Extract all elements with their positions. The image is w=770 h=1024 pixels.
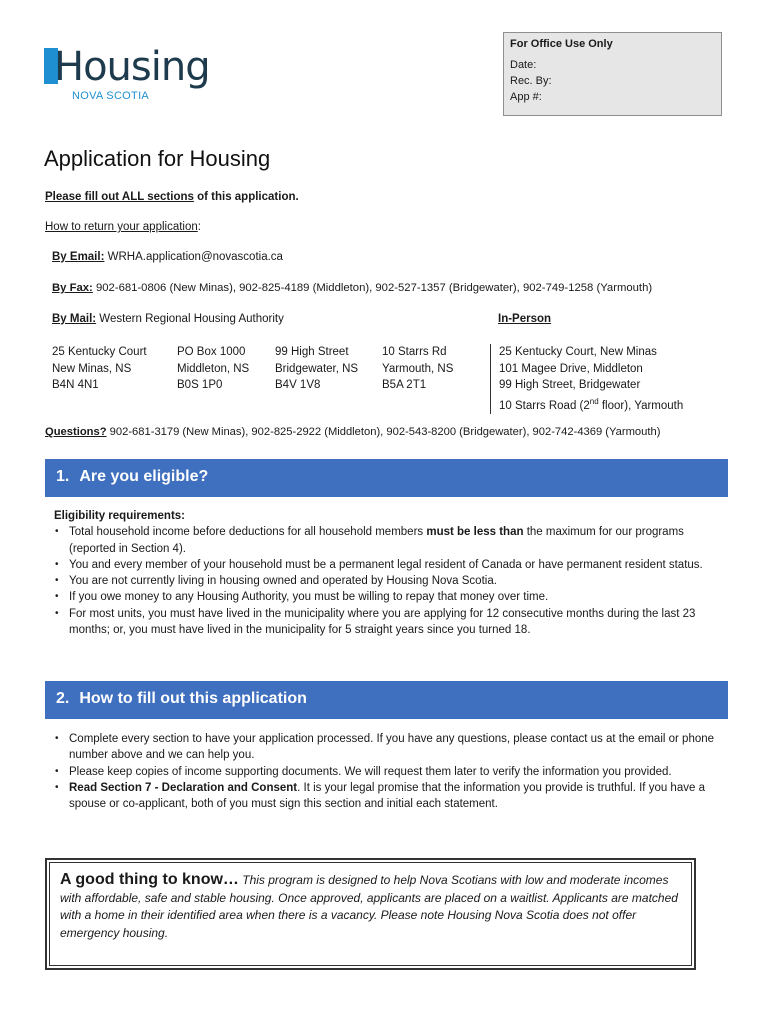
list-item: • Read Section 7 - Declaration and Consent. It is your legal promise that the information you provide is truthful. If you have a spouse or co-applicant, both of you must sign this section and initial each statement. — [54, 780, 724, 813]
email-address-link[interactable]: WRHA.application@novascotia.ca — [107, 251, 283, 263]
return-by-mail: By Mail: Western Regional Housing Authority — [52, 313, 284, 325]
good-to-know-heading: A good thing to know… — [60, 871, 239, 888]
how-to-return-heading: How to return your application: — [45, 221, 201, 233]
in-person-locations: 25 Kentucky Court, New Minas 101 Magee Drive, Middleton 99 High Street, Bridgewater 10 Starrs Road (2nd floor), Yarmouth — [490, 344, 683, 414]
office-app-number-field: App #: — [510, 91, 542, 103]
office-rec-by-field: Rec. By: — [510, 75, 552, 87]
list-item: • Total household income before deductions for all household members must be less than the maximum for our programs (reported in Section 4). — [54, 524, 724, 557]
section-2-body — [54, 731, 724, 812]
list-item: • Complete every section to have your application processed. If you have any questions, please contact us at the email or phone number above and we can help you. — [54, 731, 724, 764]
questions-line: Questions? 902-681-3179 (New Minas), 902-825-2922 (Middleton), 902-543-8200 (Bridgewater), 902-742-4369 (Yarmouth) — [45, 426, 661, 438]
office-use-title: For Office Use Only — [510, 38, 613, 50]
list-item: • If you owe money to any Housing Authority, you must be willing to repay that money over time. — [54, 589, 724, 605]
section-2-header: 2. How to fill out this application — [45, 681, 728, 719]
in-person-heading: In-Person — [498, 313, 552, 325]
good-to-know-box — [45, 858, 696, 970]
list-item: • Please keep copies of income supporting documents. We will request them later to verify the information you provided. — [54, 764, 724, 780]
section-1-body — [54, 508, 724, 638]
office-use-box — [503, 32, 722, 116]
address-middleton: PO Box 1000 Middleton, NS B0S 1P0 — [177, 346, 250, 391]
address-new-minas: 25 Kentucky Court New Minas, NS B4N 4N1 — [52, 346, 147, 391]
housing-nova-scotia-logo — [44, 44, 210, 104]
list-item: • You are not currently living in housing owned and operated by Housing Nova Scotia. — [54, 573, 724, 589]
eligibility-requirements-label: Eligibility requirements: — [54, 510, 185, 522]
fill-all-instruction: Please fill out ALL sections of this application. — [45, 191, 299, 203]
address-bridgewater: 99 High Street Bridgewater, NS B4V 1V8 — [275, 346, 359, 391]
list-item: • You and every member of your household must be a permanent legal resident of Canada or have permanent resident status. — [54, 557, 724, 573]
return-by-email: By Email: WRHA.application@novascotia.ca — [52, 251, 283, 263]
logo-wordmark: Housing — [54, 44, 210, 90]
list-item: • For most units, you must have lived in the municipality where you are applying for 12 consecutive months during the last 23 months; or, you must have lived in the municipality for 5 straight years since you turned 18. — [54, 606, 724, 639]
office-date-field: Date: — [510, 59, 537, 71]
page-title: Application for Housing — [44, 146, 271, 171]
section-1-header: 1. Are you eligible? — [45, 459, 728, 497]
address-yarmouth: 10 Starrs Rd Yarmouth, NS B5A 2T1 — [382, 346, 454, 391]
return-by-fax: By Fax: 902-681-0806 (New Minas), 902-825-4189 (Middleton), 902-527-1357 (Bridgewater), 902-749-1258 (Yarmouth) — [52, 282, 653, 294]
logo-subtitle: NOVA SCOTIA — [72, 90, 150, 102]
good-to-know-text: This program is designed to help Nova Scotians with low and moderate incomes with affordable, safe and stable housing. Once approved, applicants are placed on a waitlist. Applicants are matched with a home in their identified area when there is a vacancy. Please note Housing Nova Scotia does not offer emergency housing. — [60, 873, 678, 940]
